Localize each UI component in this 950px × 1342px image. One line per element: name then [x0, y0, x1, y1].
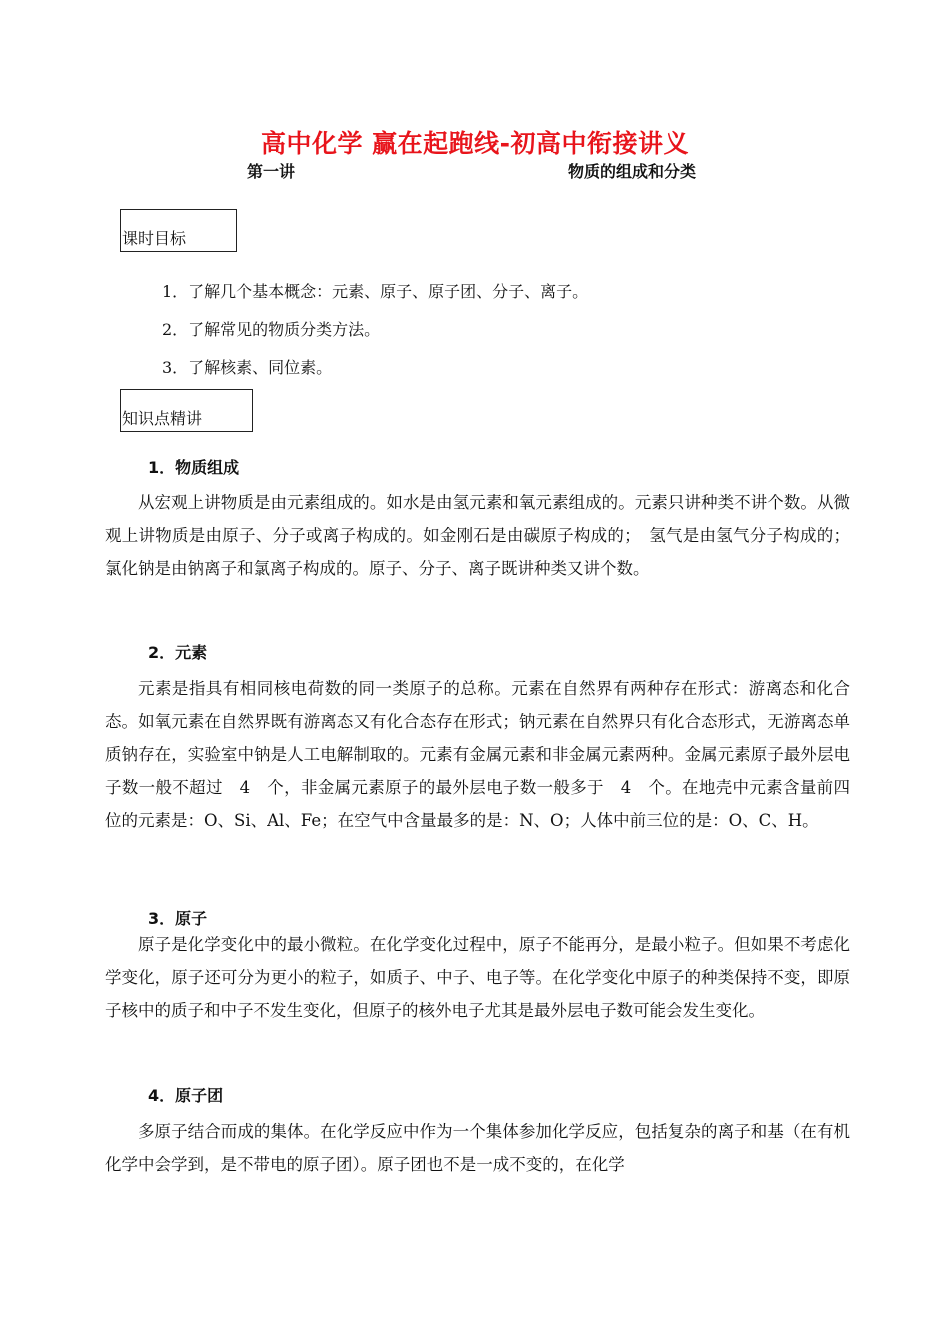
section-heading-atom: 3．原子: [148, 909, 208, 928]
document-title: 高中化学 赢在起跑线-初高中衔接讲义: [260, 129, 690, 158]
section-text-atomic-group: 多原子结合而成的集体。在化学反应中作为一个集体参加化学反应，包括复杂的离子和基（在有机化学中会学到，是不带电的原子团）。原子团也不是一成不变的，在化学: [105, 1122, 850, 1174]
knowledge-box: 知识点精讲: [120, 389, 253, 432]
goals-box: 课时目标: [120, 209, 237, 252]
goal-item-1: 1．了解几个基本概念：元素、原子、原子团、分子、离子。: [162, 282, 589, 301]
section-text-element: 元素是指具有相同核电荷数的同一类原子的总称。元素在自然界有两种存在形式：游离态和化合态。如氧元素在自然界既有游离态又有化合态存在形式；钠元素在自然界只有化合态形式，无游离态单质钠存在，实验室中钠是人工电解制取的。元素有金属元素和非金属元素两种。金属元素原子最外层电子数一般不超过 4 个，非金属元素原子的最外层电子数一般多于 4 个。在地壳中元素含量前四位的元素是：O、Si、Al、Fe；在空气中含量最多的是：N、O；人体中前三位的是：O、C、H。: [105, 679, 850, 830]
section-text-composition: 从宏观上讲物质是由元素组成的。如水是由氢元素和氧元素组成的。元素只讲种类不讲个数。从微观上讲物质是由原子、分子或离子构成的。如金刚石是由碳原子构成的； 氢气是由氢气分子构成的；氯化钠是由钠离子和氯离子构成的。原子、分子、离子既讲种类又讲个数。: [105, 493, 850, 578]
section-text-atom: 原子是化学变化中的最小微粒。在化学变化过程中，原子不能再分，是最小粒子。但如果不考虑化学变化，原子还可分为更小的粒子，如质子、中子、电子等。在化学变化中原子的种类保持不变，即原子核中的质子和中子不发生变化，但原子的核外电子尤其是最外层电子数可能会发生变化。: [105, 935, 850, 1020]
section-heading-atomic-group: 4．原子团: [148, 1086, 224, 1105]
goal-item-2: 2．了解常见的物质分类方法。: [162, 320, 381, 339]
lecture-label: 第一讲: [247, 162, 296, 181]
section-heading-composition: 1．物质组成: [148, 458, 240, 477]
lecture-topic: 物质的组成和分类: [568, 162, 697, 181]
section-heading-element: 2．元素: [148, 643, 208, 662]
goal-item-3: 3．了解核素、同位素。: [162, 358, 333, 377]
